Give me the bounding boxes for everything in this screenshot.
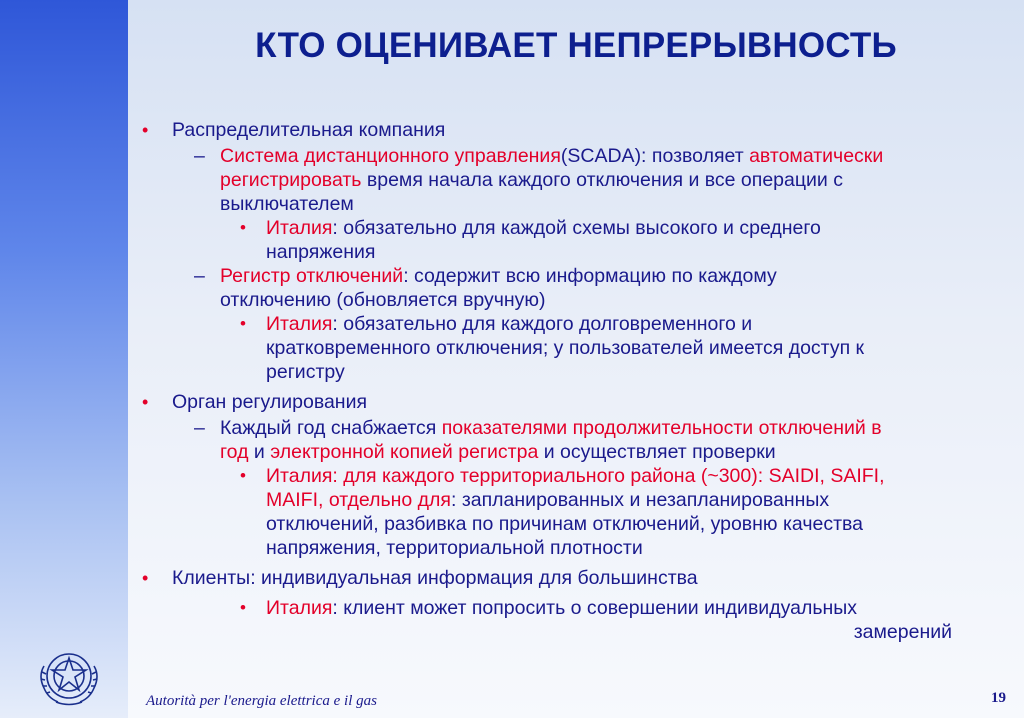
sub-item-italy-scada: • Италия: обязательно для каждой схемы высокого и среднего напряжения xyxy=(240,217,821,263)
italian-republic-emblem-icon xyxy=(34,644,104,708)
bullet-icon: • xyxy=(240,598,246,617)
slide-content xyxy=(138,118,1014,644)
page-number: 19 xyxy=(991,690,1006,706)
bullet-icon: • xyxy=(142,120,149,140)
sub-item-italy-districts: • Италия: для каждого территориального района (~300): SAIDI, SAIFI, MAIFI, отдельно для: запланированных и незапланированных отключений, разбивка по причинам отключений, уровню качества напряжения, территориальной плотности xyxy=(240,465,885,559)
bullet-regulator: • Орган регулирования xyxy=(142,391,368,413)
footer-organization: Autorità per l'energia elettrica e il gas xyxy=(146,693,377,709)
bullet-distribution-company: • Распределительная компания xyxy=(142,119,446,141)
bullet-customers: • Клиенты: индивидуальная информация для большинства xyxy=(142,567,698,589)
dash-icon: – xyxy=(194,417,205,439)
dash-item-outage-register: – Регистр отключений: содержит всю информацию по каждому отключению (обновляется вручную) xyxy=(194,265,777,311)
dash-item-annual-indicators: – Каждый год снабжается показателями продолжительности отключений в год и электронной копией регистра и осуществляет проверки xyxy=(194,417,882,463)
sub-item-italy-customers: • Италия: клиент может попросить о совершении индивидуальных замерений xyxy=(240,597,952,643)
bullet-icon: • xyxy=(142,568,149,588)
bullet-icon: • xyxy=(240,466,246,485)
dash-icon: – xyxy=(194,265,205,287)
dash-icon: – xyxy=(194,145,205,167)
slide-title: КТО ОЦЕНИВАЕТ НЕПРЕРЫВНОСТЬ xyxy=(255,26,897,65)
bullet-icon: • xyxy=(240,314,246,333)
bullet-icon: • xyxy=(240,218,246,237)
bullet-icon: • xyxy=(142,392,149,412)
dash-item-scada: – Система дистанционного управления(SCADA): позволяет автоматически регистрировать время начала каждого отключения и все операции с выключателем xyxy=(194,145,884,215)
sub-item-italy-register: • Италия: обязательно для каждого долговременного и кратковременного отключения; у пользователей имеется доступ к регистру xyxy=(240,313,865,383)
left-sidebar-band xyxy=(0,0,128,718)
